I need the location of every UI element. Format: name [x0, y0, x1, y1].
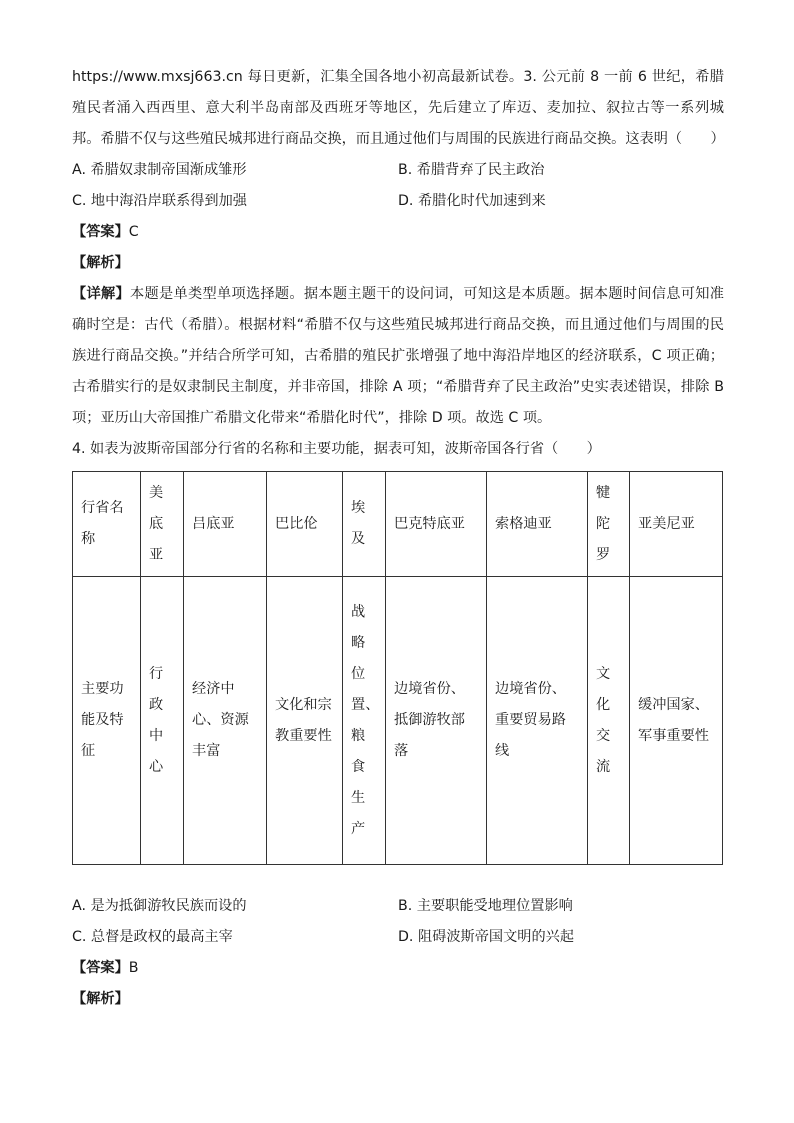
- province-function: 缓冲国家、军事重要性: [630, 577, 723, 865]
- province-function: 文化交流: [588, 577, 630, 865]
- q3-analysis-label: 【解析】: [72, 255, 129, 271]
- q3-detail: [72, 279, 724, 434]
- q4-answer-label: 【答案】: [72, 960, 129, 976]
- province-function: 战略位置、粮食生产: [343, 577, 386, 865]
- row-header-names: 行省名称: [73, 472, 141, 577]
- province-function: 边境省份、重要贸易路线: [487, 577, 588, 865]
- q3-stem: https://www.mxsj663.cn 每日更新，汇集全国各地小初高最新试卷。3. 公元前 8 一前 6 世纪，希腊殖民者涌入西西里、意大利半岛南部及西班牙等地区，先后建立了库迈、麦加拉、叙拉古等一系列城邦。希腊不仅与这些殖民城邦进行商品交换，而且通过他们与周围的民族进行商品交换。这表明（ ）: [72, 69, 725, 147]
- q3-detail-label: 【详解】: [72, 286, 130, 302]
- province-name: 巴克特底亚: [386, 472, 487, 577]
- q3-option-b: B. 希腊背弃了民主政治: [398, 162, 545, 178]
- q3-answer-label: 【答案】: [72, 224, 129, 240]
- province-function: 文化和宗教重要性: [267, 577, 343, 865]
- province-function: 行政中心: [141, 577, 184, 865]
- province-name: 吕底亚: [184, 472, 267, 577]
- q4-options-row-2: [72, 922, 724, 953]
- q4-option-b: B. 主要职能受地理位置影响: [398, 898, 573, 914]
- q3-answer-value: C: [128, 224, 139, 240]
- q4-option-d: D. 阻碍波斯帝国文明的兴起: [398, 929, 575, 945]
- table-row-names: [73, 472, 723, 577]
- province-function: 边境省份、抵御游牧部落: [386, 577, 487, 865]
- q4-stem: 4. 如表为波斯帝国部分行省的名称和主要功能，据表可知，波斯帝国各行省（ ）: [72, 441, 601, 457]
- province-name: 埃及: [343, 472, 386, 577]
- province-name: 索格迪亚: [487, 472, 588, 577]
- q4-option-c: C. 总督是政权的最高主宰: [72, 929, 233, 945]
- q4-option-a: A. 是为抵御游牧民族而设的: [72, 898, 247, 914]
- q3-option-a: A. 希腊奴隶制帝国渐成雏形: [72, 162, 247, 178]
- q4-answer: [72, 953, 724, 984]
- province-name: 亚美尼亚: [630, 472, 723, 577]
- row-header-functions: 主要功能及特征: [73, 577, 141, 865]
- q3-option-d: D. 希腊化时代加速到来: [398, 193, 546, 209]
- table-row-functions: [73, 577, 723, 865]
- q4-options-row-1: [72, 891, 724, 922]
- province-name: 犍陀罗: [588, 472, 630, 577]
- q3-options-row-1: [72, 155, 724, 186]
- document-page: [72, 62, 724, 1015]
- province-table: [72, 471, 723, 865]
- province-name: 巴比伦: [267, 472, 343, 577]
- q3-detail-text: 本题是单类型单项选择题。据本题主题干的设问词，可知这是本质题。据本题时间信息可知准确时空是：古代（希腊）。根据材料“希腊不仅与这些殖民城邦进行商品交换，而且通过他们与周围的民族进行商品交换。”并结合所学可知，古希腊的殖民扩张增强了地中海沿岸地区的经济联系，C 项正确；古希腊实行的是奴隶制民主制度，并非帝国，排除 A 项；“希腊背弃了民主政治”史实表述错误，排除 B 项；亚历山大帝国推广希腊文化带来“希腊化时代”，排除 D 项。故选 C 项。: [72, 286, 724, 426]
- province-name: 美底亚: [141, 472, 184, 577]
- q4-answer-value: B: [128, 960, 139, 976]
- q3-option-c: C. 地中海沿岸联系得到加强: [72, 193, 247, 209]
- q3-options-row-2: [72, 186, 724, 217]
- province-function: 经济中心、资源丰富: [184, 577, 267, 865]
- q3-answer: [72, 217, 724, 248]
- q4-analysis: [72, 984, 724, 1015]
- q3-analysis: [72, 248, 724, 279]
- q4-analysis-label: 【解析】: [72, 991, 129, 1007]
